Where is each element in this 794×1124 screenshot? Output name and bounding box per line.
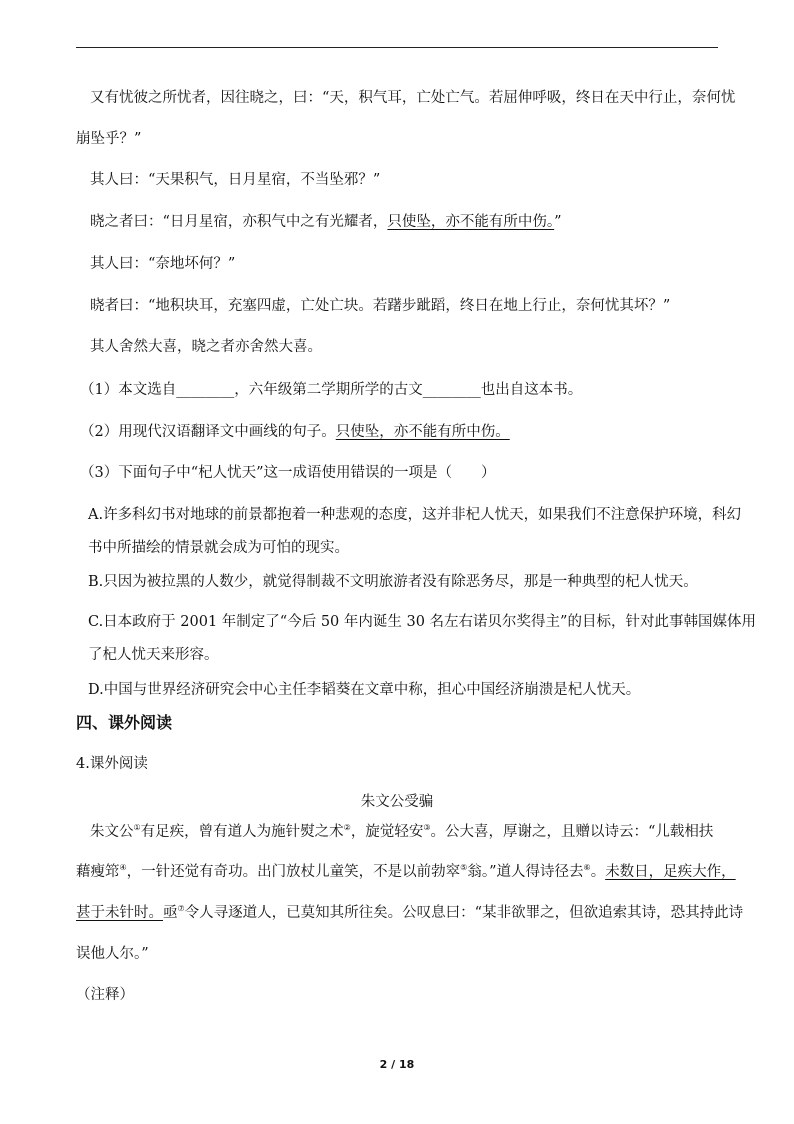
underlined-sentence: 只使坠，亦不能有所中伤。 bbox=[335, 424, 510, 440]
section-heading: 四、课外阅读 bbox=[76, 713, 173, 732]
passage-line: 又有忧彼之所忧者，因往晓之，曰：“天，积气耳，亡处亡气。若屈伸呼吸，终日在天中行止，奈何忧 bbox=[90, 90, 736, 106]
page-number: 2 / 18 bbox=[379, 1058, 415, 1071]
underlined-sentence: 未数日，足疾大作， bbox=[605, 864, 736, 880]
reading-line: 误他人尔。” bbox=[76, 946, 149, 962]
underlined-sentence: 甚于未针时。 bbox=[76, 905, 163, 921]
passage-line: 其人曰：“奈地坏何？” bbox=[90, 256, 236, 272]
reading-line: 朱文公①有足疾，曾有道人为施针熨之术②，旋觉轻安③。公大喜，厚谢之，且赠以诗云：“儿载相扶 bbox=[90, 823, 714, 840]
question-1: （1）本文选自________，六年级第二学期所学的古文________也出自这本书。 bbox=[80, 382, 583, 398]
reading-title: 朱文公受骗 bbox=[360, 794, 434, 810]
option-a: A.许多科幻书对地球的前景都抱着一种悲观的态度，这并非杞人忧天，如果我们不注意保护环境，科幻 bbox=[88, 507, 742, 523]
option-c-cont: 了杞人忧天来形容。 bbox=[88, 647, 219, 663]
header-rule bbox=[76, 47, 718, 48]
passage-line: 晓者曰：“地积块耳，充塞四虚，亡处亡块。若躇步跐蹈，终日在地上行止，奈何忧其坏？” bbox=[90, 298, 671, 314]
passage-line: 其人舍然大喜，晓之者亦舍然大喜。 bbox=[90, 339, 322, 355]
option-d: D.中国与世界经济研究会中心主任李韬葵在文章中称，担心中国经济崩溃是杞人忧天。 bbox=[88, 682, 641, 698]
reading-line: 藉瘦筇④，一针还觉有奇功。出门放杖儿童笑，不是以前勃窣⑤翁。”道人得诗径去⑥。未数日，足疾大作， bbox=[76, 863, 736, 880]
option-c: C.日本政府于 2001 年制定了“今后 50 年内诞生 30 名左右诺贝尔奖得主”的目标，针对此事韩国媒体用 bbox=[88, 614, 756, 630]
question-2: （2）用现代汉语翻译文中画线的句子。只使坠，亦不能有所中伤。 bbox=[80, 424, 510, 440]
reading-line: 甚于未针时。亟⑦令人寻逐道人，已莫知其所往矣。公叹息曰：“某非欲罪之，但欲追索其诗，恐其持此诗 bbox=[76, 904, 744, 921]
question-3: （3）下面句子中“杞人忧天”这一成语使用错误的一项是（ ） bbox=[80, 465, 496, 481]
option-a-cont: 书中所描绘的情景就会成为可怕的现实。 bbox=[88, 540, 349, 556]
passage-line: 晓之者曰：“日月星宿，亦积气中之有光耀者，只使坠，亦不能有所中伤。” bbox=[90, 214, 562, 230]
option-b: B.只因为被拉黑的人数少，就觉得制裁不文明旅游者没有除恶务尽，那是一种典型的杞人忧天。 bbox=[88, 574, 698, 590]
passage-line: 其人曰：“天果积气，日月星宿，不当坠邪？” bbox=[90, 172, 381, 188]
underlined-sentence: 只使坠，亦不能有所中伤。 bbox=[387, 214, 555, 230]
question-4: 4.课外阅读 bbox=[76, 756, 148, 772]
notes-label: （注释） bbox=[76, 987, 134, 1003]
passage-line: 崩坠乎？” bbox=[76, 131, 142, 147]
